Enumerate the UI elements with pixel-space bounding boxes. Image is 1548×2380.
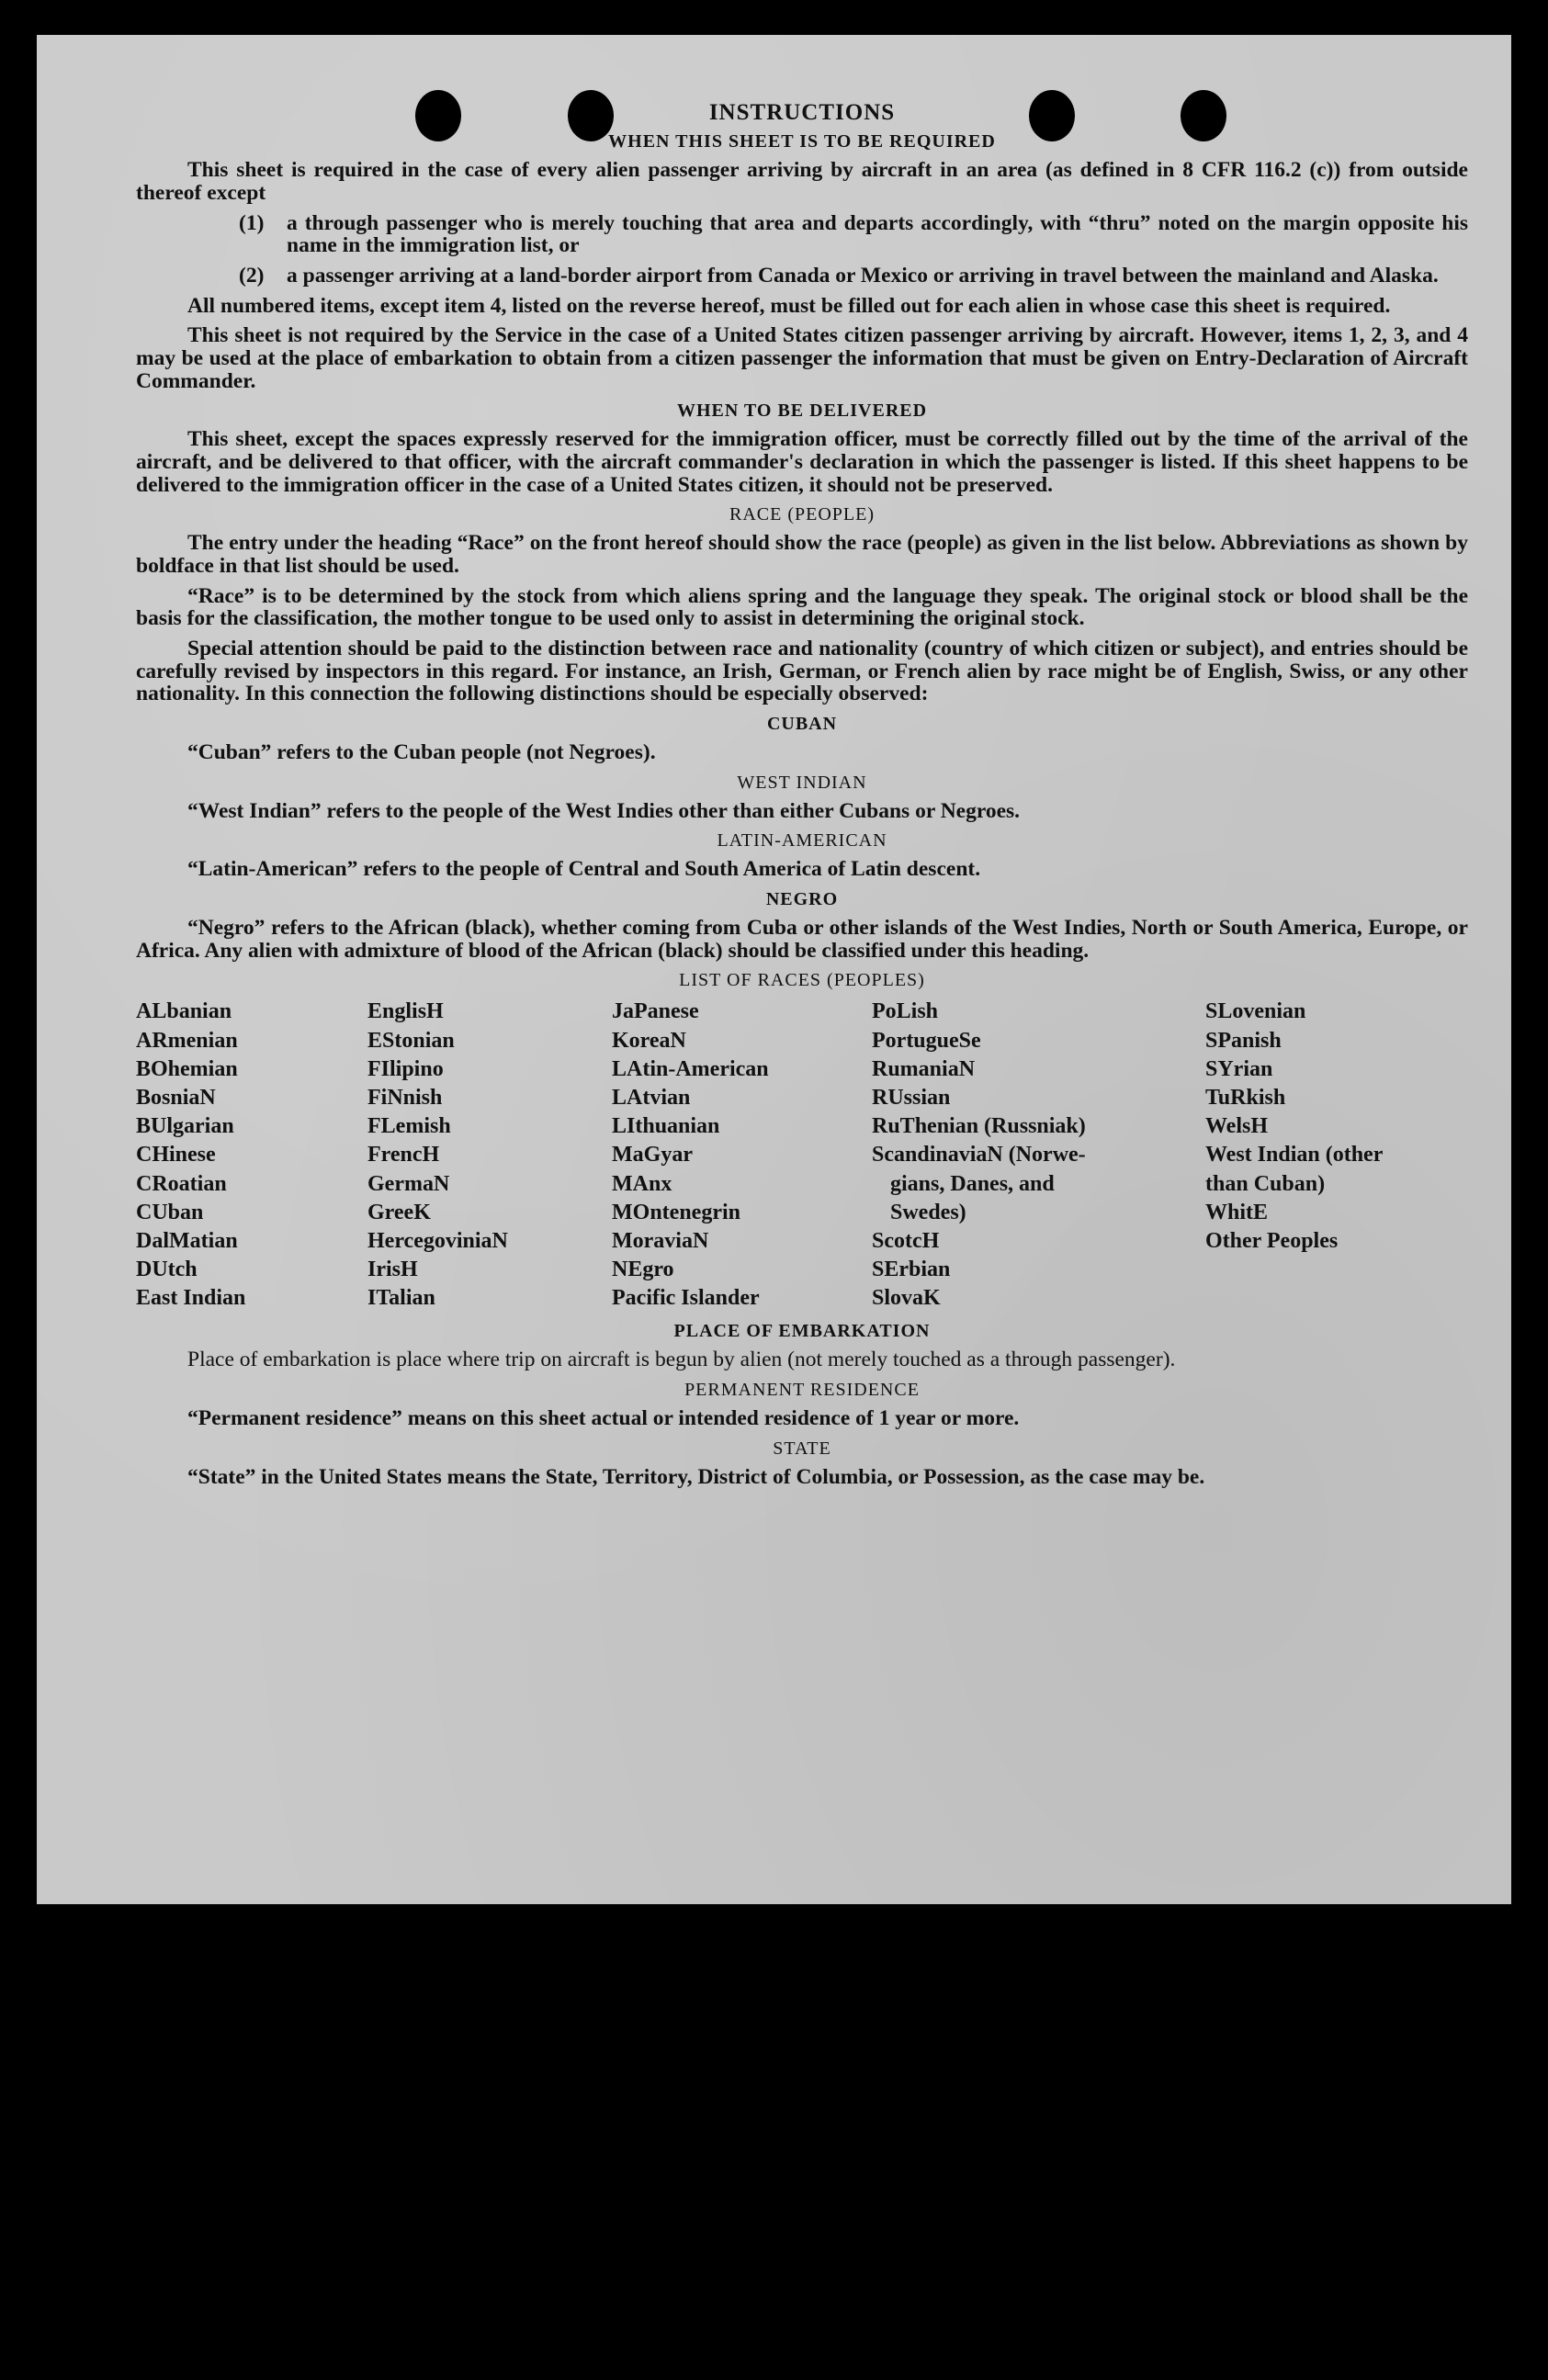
race-entry: PortugueSe [872, 1028, 981, 1053]
paragraph: “West Indian” refers to the people of the West Indies other than either Cubans or Negroes. [187, 798, 1021, 823]
section-heading: WHEN TO BE DELIVERED [676, 400, 928, 422]
race-entry: MoraviaN [612, 1228, 709, 1253]
race-entry: KoreaN [612, 1028, 686, 1053]
race-entry: RUssian [872, 1085, 951, 1110]
race-entry: TuRkish [1205, 1085, 1286, 1110]
races-column [1205, 998, 1468, 1313]
item-number: (2) [239, 263, 265, 288]
race-entry: SErbian [872, 1258, 951, 1282]
race-entry: CUban [136, 1200, 204, 1224]
paragraph: The entry under the heading “Race” on the front hereof should show the race (people) as given in the list below. Abbreviations as shown by boldface in that list should be used. [136, 531, 1468, 578]
race-entry: FIlipino [367, 1056, 444, 1081]
paragraph: “Cuban” refers to the Cuban people (not Negroes). [187, 740, 656, 765]
paragraph: “Negro” refers to the African (black), whether coming from Cuba or other islands of the West Indies, North or South America, Europe, or Africa. Any alien with admixture of blood of the African (black) should be classified under this heading. [136, 916, 1468, 963]
paragraph: This sheet, except the spaces expressly reserved for the immigration officer, must be correctly filled out by the time of the arrival of the aircraft, and be delivered to that officer, with the aircraft commander's declaration in which the passenger is listed. If this sheet happens to be delivered to the immigration officer in the case of a United States citizen, it should not be preserved. [136, 427, 1468, 497]
page-title: INSTRUCTIONS [708, 100, 896, 125]
races-column [872, 998, 1205, 1313]
race-entry: SYrian [1205, 1056, 1273, 1081]
race-entry: LIthuanian [612, 1114, 720, 1139]
race-entry: FiNnish [367, 1085, 443, 1110]
race-entry: GreeK [367, 1200, 431, 1224]
race-entry: EnglisH [367, 999, 444, 1024]
races-list [136, 998, 1468, 1313]
section-heading: STATE [773, 1438, 831, 1459]
race-entry: LAtin-American [612, 1056, 769, 1081]
race-entry: CHinese [136, 1143, 216, 1167]
paragraph: This sheet is required in the case of every alien passenger arriving by aircraft in an area (as defined in 8 CFR 116.2 (c)) from outside thereof except [136, 158, 1468, 205]
race-entry: than Cuban) [1205, 1171, 1326, 1196]
race-entry: Pacific Islander [612, 1286, 760, 1311]
section-heading: CUBAN [766, 714, 838, 735]
race-entry: WelsH [1205, 1114, 1269, 1139]
paragraph: Place of embarkation is place where trip on aircraft is begun by alien (not merely touched as a through passenger). [187, 1348, 1176, 1372]
item-text: a passenger arriving at a land-border airport from Canada or Mexico or arriving in travel between the mainland and Alaska. [287, 263, 1439, 288]
paragraph: “Race” is to be determined by the stock from which aliens spring and the language they speak. The original stock or blood shall be the basis for the classification, the mother tongue to be used only to assist in determining the original stock. [136, 583, 1468, 631]
race-entry: EStonian [367, 1028, 455, 1053]
race-entry: FrencH [367, 1143, 440, 1167]
race-entry: SLovenian [1205, 999, 1306, 1024]
section-heading: PERMANENT RESIDENCE [684, 1380, 920, 1401]
race-entry: Other Peoples [1205, 1228, 1339, 1253]
race-entry: HercegoviniaN [367, 1228, 508, 1253]
race-entry: East Indian [136, 1286, 246, 1311]
race-entry: Swedes) [890, 1200, 966, 1224]
paragraph: “State” in the United States means the State, Territory, District of Columbia, or Possession, as the case may be. [187, 1464, 1205, 1489]
race-entry: RumaniaN [872, 1056, 976, 1081]
paragraph: This sheet is not required by the Service in the case of a United States citizen passenger arriving by aircraft. However, items 1, 2, 3, and 4 may be used at the place of embarkation to obtain from a citizen passenger the information that must be given on Entry-Declaration of Aircraft Commander. [136, 323, 1468, 393]
race-entry: JaPanese [612, 999, 699, 1024]
list-item [136, 212, 1468, 257]
instruction-sheet [37, 35, 1511, 1904]
race-entry: DalMatian [136, 1228, 238, 1253]
item-text: a through passenger who is merely touching that area and departs accordingly, with “thru” noted on the margin opposite his name in the immigration list, or [287, 210, 1468, 258]
race-entry: PoLish [872, 999, 939, 1024]
races-column [136, 998, 367, 1313]
paragraph: All numbered items, except item 4, listed on the reverse hereof, must be filled out for each alien in whose case this sheet is required. [187, 293, 1391, 318]
paragraph: “Latin-American” refers to the people of Central and South America of Latin descent. [187, 857, 981, 882]
item-number: (1) [239, 210, 265, 235]
race-entry: MAnx [612, 1171, 672, 1196]
race-entry: ITalian [367, 1286, 435, 1311]
race-entry: SPanish [1205, 1028, 1282, 1053]
section-heading: LATIN-AMERICAN [717, 830, 887, 852]
race-entry: gians, Danes, and [890, 1171, 1055, 1196]
race-entry: WhitE [1205, 1200, 1269, 1224]
race-entry: NEgro [612, 1258, 674, 1282]
section-heading: WHEN THIS SHEET IS TO BE REQUIRED [608, 131, 996, 152]
race-entry: FLemish [367, 1114, 451, 1139]
race-entry: BosniaN [136, 1085, 216, 1110]
section-heading: PLACE OF EMBARKATION [673, 1321, 931, 1342]
race-entry: BOhemian [136, 1056, 238, 1081]
paragraph: Special attention should be paid to the distinction between race and nationality (country of which citizen or subject), and entries should be carefully revised by inspectors in this regard. For instance, an Irish, German, or French alien by race might be of English, Swiss, or any other nationality. In this connection the following distinctions should be especially observed: [136, 637, 1468, 706]
race-entry: ScandinaviaN (Norwe- [872, 1143, 1086, 1167]
race-entry: RuThenian (Russniak) [872, 1114, 1086, 1139]
list-item [136, 265, 1468, 288]
paragraph: “Permanent residence” means on this sheet actual or intended residence of 1 year or more. [187, 1406, 1020, 1431]
race-entry: LAtvian [612, 1085, 691, 1110]
race-entry: BUlgarian [136, 1114, 234, 1139]
section-heading: RACE (PEOPLE) [729, 504, 875, 525]
race-entry: SlovaK [872, 1286, 941, 1311]
race-entry: MOntenegrin [612, 1200, 740, 1224]
race-entry: IrisH [367, 1258, 418, 1282]
race-entry: ScotcH [872, 1228, 940, 1253]
race-entry: West Indian (other [1205, 1143, 1384, 1167]
race-entry: DUtch [136, 1258, 198, 1282]
race-entry: GermaN [367, 1171, 450, 1196]
section-heading: LIST OF RACES (PEOPLES) [679, 970, 925, 991]
race-entry: CRoatian [136, 1171, 227, 1196]
race-entry: ALbanian [136, 999, 232, 1024]
race-entry: MaGyar [612, 1143, 693, 1167]
section-heading: NEGRO [765, 889, 839, 910]
races-column [612, 998, 872, 1313]
race-entry: ARmenian [136, 1028, 238, 1053]
document-body [136, 101, 1468, 1495]
races-column [367, 998, 612, 1313]
section-heading: WEST INDIAN [737, 772, 867, 793]
